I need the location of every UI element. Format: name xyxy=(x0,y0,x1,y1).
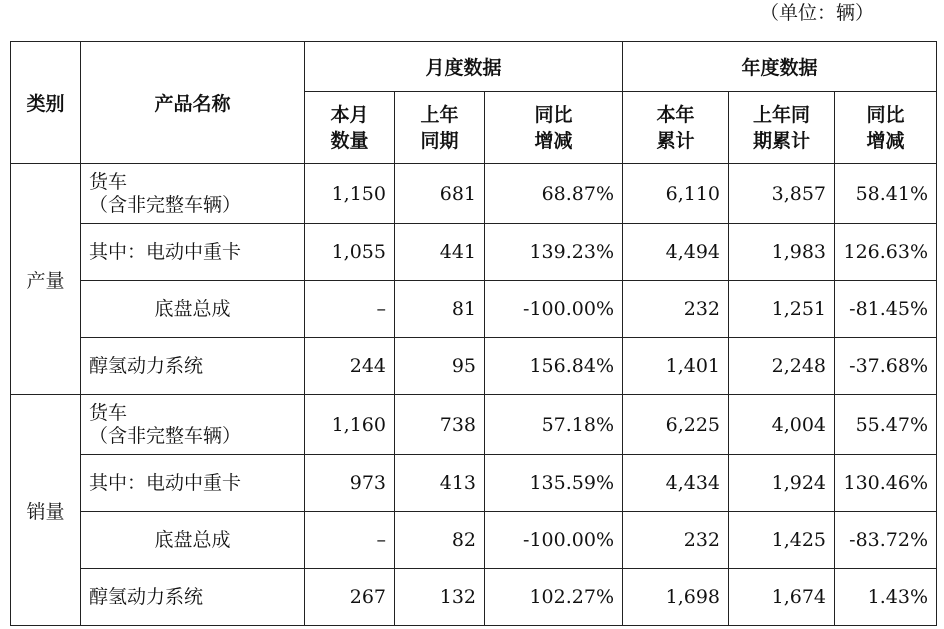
value-cell: 4,494 xyxy=(623,224,729,281)
product-name: 底盘总成 xyxy=(81,512,305,569)
value-cell: 1,983 xyxy=(729,224,835,281)
value-cell: 139.23% xyxy=(485,224,623,281)
value-cell: 82 xyxy=(395,512,485,569)
header-month-yoy: 同比 增减 xyxy=(485,92,623,164)
value-cell: 681 xyxy=(395,164,485,224)
value-cell: 126.63% xyxy=(835,224,937,281)
header-product: 产品名称 xyxy=(81,42,305,164)
value-cell: 6,225 xyxy=(623,395,729,455)
header-category: 类别 xyxy=(11,42,81,164)
value-cell: 4,004 xyxy=(729,395,835,455)
value-cell: 973 xyxy=(305,455,395,512)
product-name: 其中：电动中重卡 xyxy=(81,224,305,281)
value-cell: 57.18% xyxy=(485,395,623,455)
product-name: 醇氢动力系统 xyxy=(81,338,305,395)
product-name: 货车 （含非完整车辆） xyxy=(81,164,305,224)
value-cell: 267 xyxy=(305,569,395,626)
value-cell: 1,160 xyxy=(305,395,395,455)
value-cell: 4,434 xyxy=(623,455,729,512)
table-row xyxy=(11,395,937,455)
value-cell: 102.27% xyxy=(485,569,623,626)
table-row xyxy=(11,512,937,569)
product-name: 其中：电动中重卡 xyxy=(81,455,305,512)
value-cell: – xyxy=(305,281,395,338)
value-cell: 232 xyxy=(623,512,729,569)
value-cell: 81 xyxy=(395,281,485,338)
table-row xyxy=(11,569,937,626)
header-annual: 年度数据 xyxy=(623,42,937,92)
value-cell: 441 xyxy=(395,224,485,281)
value-cell: 1,150 xyxy=(305,164,395,224)
value-cell: 1,251 xyxy=(729,281,835,338)
value-cell: 738 xyxy=(395,395,485,455)
header-year-cum: 本年 累计 xyxy=(623,92,729,164)
header-year-yoy: 同比 增减 xyxy=(835,92,937,164)
production-sales-table xyxy=(10,41,937,626)
header-month-qty: 本月 数量 xyxy=(305,92,395,164)
table-row xyxy=(11,455,937,512)
value-cell: 1.43% xyxy=(835,569,937,626)
value-cell: 1,924 xyxy=(729,455,835,512)
value-cell: 130.46% xyxy=(835,455,937,512)
value-cell: -81.45% xyxy=(835,281,937,338)
value-cell: -37.68% xyxy=(835,338,937,395)
product-name: 醇氢动力系统 xyxy=(81,569,305,626)
value-cell: -100.00% xyxy=(485,512,623,569)
value-cell: 3,857 xyxy=(729,164,835,224)
header-month-prev: 上年 同期 xyxy=(395,92,485,164)
unit-note: （单位：辆） xyxy=(759,2,874,24)
value-cell: 95 xyxy=(395,338,485,395)
value-cell: 1,698 xyxy=(623,569,729,626)
value-cell: 6,110 xyxy=(623,164,729,224)
header-year-prev-cum: 上年同 期累计 xyxy=(729,92,835,164)
product-name: 底盘总成 xyxy=(81,281,305,338)
table-row xyxy=(11,224,937,281)
value-cell: 413 xyxy=(395,455,485,512)
value-cell: 2,248 xyxy=(729,338,835,395)
value-cell: 1,055 xyxy=(305,224,395,281)
value-cell: – xyxy=(305,512,395,569)
table-row xyxy=(11,281,937,338)
value-cell: 55.47% xyxy=(835,395,937,455)
value-cell: 232 xyxy=(623,281,729,338)
table-row xyxy=(11,338,937,395)
product-name: 货车 （含非完整车辆） xyxy=(81,395,305,455)
value-cell: 1,425 xyxy=(729,512,835,569)
value-cell: 156.84% xyxy=(485,338,623,395)
category-production: 产量 xyxy=(11,164,81,395)
value-cell: 132 xyxy=(395,569,485,626)
value-cell: -100.00% xyxy=(485,281,623,338)
value-cell: 1,401 xyxy=(623,338,729,395)
header-monthly: 月度数据 xyxy=(305,42,623,92)
value-cell: 244 xyxy=(305,338,395,395)
value-cell: 135.59% xyxy=(485,455,623,512)
value-cell: 1,674 xyxy=(729,569,835,626)
table-row xyxy=(11,164,937,224)
category-sales: 销量 xyxy=(11,395,81,626)
value-cell: 68.87% xyxy=(485,164,623,224)
value-cell: -83.72% xyxy=(835,512,937,569)
value-cell: 58.41% xyxy=(835,164,937,224)
